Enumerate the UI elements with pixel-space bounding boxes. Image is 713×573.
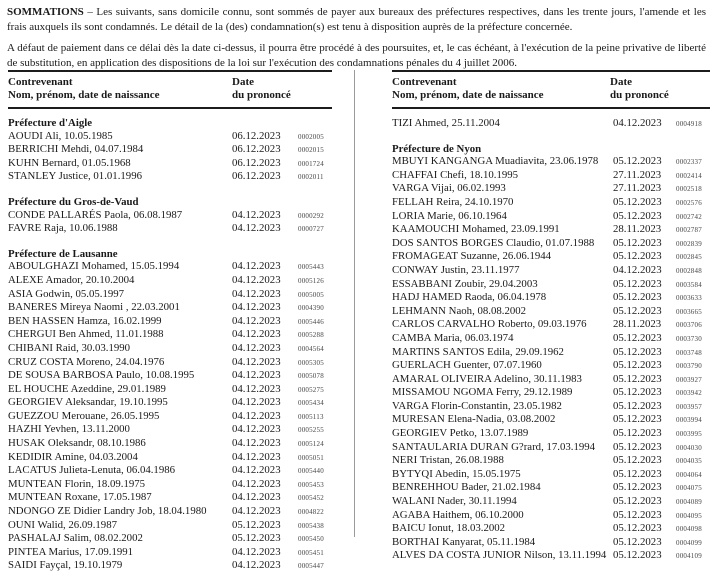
pronouncement-date: 04.12.2023	[613, 117, 662, 129]
table-row	[8, 451, 332, 465]
table-row	[392, 250, 710, 264]
offender-name: AGABA Haithem, 06.10.2000	[392, 508, 524, 521]
sommations-lead-word: SOMMATIONS	[7, 6, 84, 18]
intro-block	[7, 5, 706, 70]
offender-name: CHAFFAI Chefi, 18.10.1995	[392, 168, 519, 181]
offender-name: ASIA Godwin, 05.05.1997	[8, 287, 125, 300]
reference-number: 0004109	[676, 552, 702, 561]
table-row	[392, 155, 710, 169]
table-row	[8, 491, 332, 505]
reference-number: 0002839	[676, 239, 702, 248]
pronouncement-date: 05.12.2023	[613, 331, 662, 344]
reference-number: 0002015	[298, 146, 324, 155]
pronouncement-date: 05.12.2023	[613, 277, 662, 290]
table-row	[392, 332, 710, 346]
reference-number: 0005446	[298, 317, 324, 326]
pronouncement-date: 04.12.2023	[232, 396, 281, 409]
offender-name: GEORGIEV Aleksandar, 19.10.1995	[8, 396, 168, 409]
header-date-line2: du prononcé	[610, 89, 669, 101]
prefecture-section-title: Préfecture du Gros-de-Vaud	[8, 195, 139, 208]
prefecture-section-title: Préfecture d'Aigle	[8, 117, 93, 129]
pronouncement-date: 05.12.2023	[613, 481, 662, 494]
table-row	[392, 373, 710, 387]
table-body-left	[8, 109, 332, 573]
offender-name: BERRICHI Mehdi, 04.07.1984	[8, 143, 144, 156]
reference-number: 0003706	[676, 321, 702, 330]
reference-number: 0005288	[298, 331, 324, 340]
pronouncement-date: 05.12.2023	[613, 386, 662, 399]
pronouncement-date: 04.12.2023	[232, 423, 281, 436]
table-row	[392, 522, 710, 536]
pronouncement-date: 05.12.2023	[613, 195, 662, 208]
pronouncement-date: 05.12.2023	[613, 236, 662, 249]
reference-number: 0003942	[676, 389, 702, 398]
offender-name: GUEZZOU Merouane, 26.05.1995	[8, 409, 160, 422]
reference-number: 0002337	[676, 158, 702, 167]
pronouncement-date: 05.12.2023	[613, 522, 662, 535]
pronouncement-date: 28.11.2023	[613, 318, 662, 331]
table-row	[392, 182, 710, 196]
table-row	[392, 223, 710, 237]
table-row	[392, 346, 710, 360]
offender-name: BEN HASSEN Hamza, 16.02.1999	[8, 314, 162, 327]
table-body-right	[392, 109, 710, 563]
offender-name: CRUZ COSTA Moreno, 24.04.1976	[8, 355, 165, 368]
table-row	[8, 532, 332, 546]
reference-number: 0005113	[298, 412, 324, 421]
reference-number: 0005450	[298, 535, 324, 544]
reference-number: 0004390	[298, 304, 324, 313]
offender-name: SAIDI Fayçal, 19.10.1979	[8, 559, 123, 572]
table-row	[8, 478, 332, 492]
reference-number: 0005124	[298, 440, 324, 449]
table-row	[8, 288, 332, 302]
reference-number: 0003730	[676, 334, 702, 343]
offender-name: MARTINS SANTOS Edila, 29.09.1962	[392, 345, 564, 358]
offender-name: SANTAULARIA DURAN G?rard, 17.03.1994	[392, 440, 596, 453]
pronouncement-date: 05.12.2023	[613, 155, 662, 168]
left-column	[8, 70, 332, 573]
offender-name: PINTEA Marius, 17.09.1991	[8, 545, 134, 558]
pronouncement-date: 04.12.2023	[232, 273, 281, 286]
pronouncement-date: 06.12.2023	[232, 170, 281, 183]
pronouncement-date: 28.11.2023	[613, 223, 662, 236]
reference-number: 0005305	[298, 358, 324, 367]
table-row	[392, 536, 710, 550]
table-row	[392, 359, 710, 373]
pronouncement-date: 05.12.2023	[613, 399, 662, 412]
table-row	[8, 505, 332, 519]
table-row	[392, 400, 710, 414]
intro-paragraph-2: A défaut de paiement dans ce délai dès la date ci-dessus, il pourra être procédé à des poursuites, et, le cas échéant, à l'exécution de la peine privative de liberté de substitution, en application des dispositions de la loi sur l'exécution des condamnations pénales du 4 juillet 2006.	[7, 42, 706, 69]
reference-number: 0004099	[676, 538, 702, 547]
offender-name: HUSAK Oleksandr, 08.10.1986	[8, 437, 146, 450]
table-row	[392, 305, 710, 319]
header-date-line1: Date	[232, 76, 254, 88]
table-row	[392, 264, 710, 278]
reference-number: 0004030	[676, 443, 702, 452]
table-row	[392, 237, 710, 251]
table-row	[8, 143, 332, 157]
reference-number: 0002011	[298, 173, 324, 182]
pronouncement-date: 27.11.2023	[613, 168, 662, 181]
offender-name: KEDIDIR Amine, 04.03.2004	[8, 450, 138, 463]
reference-number: 0003994	[676, 416, 702, 425]
pronouncement-date: 04.12.2023	[232, 559, 281, 572]
table-row	[8, 157, 332, 171]
table-row	[8, 356, 332, 370]
table-row	[8, 369, 332, 383]
pronouncement-date: 04.12.2023	[613, 263, 662, 276]
pronouncement-date: 06.12.2023	[232, 156, 281, 169]
offender-name: AMARAL OLIVEIRA Adelino, 30.11.1983	[392, 372, 582, 385]
table-row	[8, 222, 332, 236]
pronouncement-date: 04.12.2023	[232, 545, 281, 558]
reference-number: 0005051	[298, 453, 324, 462]
offender-name: BAICU Ionut, 18.03.2002	[392, 522, 506, 535]
offender-name: STANLEY Justice, 01.01.1996	[8, 170, 142, 183]
table-row	[8, 130, 332, 144]
prefecture-section-title: Préfecture de Nyon	[392, 142, 482, 155]
pronouncement-date: 05.12.2023	[613, 250, 662, 263]
pronouncement-date: 05.12.2023	[613, 209, 662, 222]
offender-name: VARGA Vijai, 06.02.1993	[392, 182, 506, 195]
offender-name: FELLAH Reira, 24.10.1970	[392, 195, 514, 208]
offender-name: DE SOUSA BARBOSA Paulo, 10.08.1995	[8, 369, 195, 382]
offender-name: NERI Tristan, 26.08.1988	[392, 454, 504, 467]
table-row	[8, 209, 332, 223]
right-column	[392, 70, 710, 563]
offender-name: TIZI Ahmed, 25.11.2004	[392, 117, 500, 129]
offender-name: BYTYQI Abedin, 15.05.1975	[392, 467, 521, 480]
pronouncement-date: 04.12.2023	[232, 437, 281, 450]
table-row	[392, 210, 710, 224]
pronouncement-date: 27.11.2023	[613, 182, 662, 195]
reference-number: 0001724	[298, 159, 324, 168]
reference-number: 0002848	[676, 266, 702, 275]
offender-name: OUNI Walid, 26.09.1987	[8, 518, 117, 531]
reference-number: 0004089	[676, 498, 702, 507]
reference-number: 0002518	[676, 185, 702, 194]
table-row	[8, 410, 332, 424]
pronouncement-date: 05.12.2023	[613, 549, 662, 562]
table-row	[8, 342, 332, 356]
reference-number: 0003748	[676, 348, 702, 357]
offender-name: CONWAY Justin, 23.11.1977	[392, 263, 520, 276]
offender-name: FAVRE Raja, 10.06.1988	[8, 222, 118, 235]
reference-number: 0004098	[676, 525, 702, 534]
reference-number: 0005452	[298, 494, 324, 503]
table-row	[392, 454, 710, 468]
column-divider	[354, 70, 355, 537]
pronouncement-date: 04.12.2023	[232, 464, 281, 477]
reference-number: 0005443	[298, 263, 324, 272]
offender-name: LACATUS Julieta-Lenuta, 06.04.1986	[8, 464, 176, 477]
offender-name: BORTHAI Kanyarat, 05.11.1984	[392, 535, 536, 548]
offender-name: HADJ HAMED Raoda, 06.04.1978	[392, 291, 547, 304]
intro-paragraph-1	[7, 5, 706, 34]
table-row	[392, 291, 710, 305]
pronouncement-date: 05.12.2023	[613, 345, 662, 358]
pronouncement-date: 04.12.2023	[232, 491, 281, 504]
intro-paragraph-1-text: – Les suivants, sans domicile connu, sont sommés de payer aux bureaux des préfectures respectives, dans les trente jours, l'amende et les frais auxquels ils sont condamnés. Le détail de la (des) condamnation(s) est tenu à disposition auprès de la préfecture concernée.	[7, 6, 706, 33]
offender-name: CAMBA Maria, 06.03.1974	[392, 331, 514, 344]
table-row	[392, 509, 710, 523]
table-row	[392, 117, 710, 131]
offender-name: MURESAN Elena-Nadia, 03.08.2002	[392, 413, 556, 426]
offender-name: AOUDI Ali, 10.05.1985	[8, 129, 113, 142]
header-date-line2: du prononcé	[232, 89, 291, 101]
reference-number: 0004095	[676, 511, 702, 520]
header-contrevenant-line1: Contrevenant	[8, 76, 73, 88]
table-row	[392, 196, 710, 210]
pronouncement-date: 04.12.2023	[232, 355, 281, 368]
offender-name: DOS SANTOS BORGES Claudio, 01.07.1988	[392, 236, 595, 249]
reference-number: 0004822	[298, 508, 324, 517]
reference-number: 0005440	[298, 467, 324, 476]
reference-number: 0005447	[298, 562, 324, 571]
table-row	[392, 278, 710, 292]
offender-name: BANERES Mireya Naomi , 22.03.2001	[8, 301, 180, 314]
reference-number: 0000292	[298, 211, 324, 220]
offender-name: ESSABBANI Zoubir, 29.04.2003	[392, 277, 538, 290]
pronouncement-date: 05.12.2023	[613, 535, 662, 548]
reference-number: 0005434	[298, 399, 324, 408]
pronouncement-date: 04.12.2023	[232, 369, 281, 382]
table-row	[8, 423, 332, 437]
table-row	[8, 301, 332, 315]
reference-number: 0005438	[298, 521, 324, 530]
offender-name: KUHN Bernard, 01.05.1968	[8, 156, 131, 169]
reference-number: 0003995	[676, 430, 702, 439]
pronouncement-date: 04.12.2023	[232, 301, 281, 314]
pronouncement-date: 05.12.2023	[232, 518, 281, 531]
table-row	[8, 274, 332, 288]
reference-number: 0005078	[298, 372, 324, 381]
prefecture-section-title: Préfecture de Lausanne	[8, 247, 118, 260]
reference-number: 0002742	[676, 212, 702, 221]
pronouncement-date: 05.12.2023	[613, 467, 662, 480]
table-row	[392, 386, 710, 400]
pronouncement-date: 06.12.2023	[232, 129, 281, 142]
table-row	[392, 427, 710, 441]
pronouncement-date: 05.12.2023	[613, 413, 662, 426]
table-row	[392, 441, 710, 455]
reference-number: 0005275	[298, 385, 324, 394]
offender-name: CARLOS CARVALHO Roberto, 09.03.1976	[392, 318, 587, 331]
reference-number: 0004064	[676, 470, 702, 479]
pronouncement-date: 04.12.2023	[232, 260, 281, 273]
table-row	[392, 549, 710, 563]
offender-name: LEHMANN Naoh, 08.08.2002	[392, 304, 527, 317]
offender-name: KAAMOUCHI Mohamed, 23.09.1991	[392, 223, 560, 236]
offender-name: CHERGUI Ben Ahmed, 11.01.1988	[8, 328, 164, 341]
reference-number: 0003633	[676, 294, 702, 303]
reference-number: 0005451	[298, 548, 324, 557]
header-contrevenant-line2: Nom, prénom, date de naissance	[392, 89, 544, 101]
pronouncement-date: 05.12.2023	[613, 427, 662, 440]
reference-number: 0005255	[298, 426, 324, 435]
pronouncement-date: 05.12.2023	[613, 359, 662, 372]
table-header-right	[392, 70, 710, 109]
reference-number: 0003584	[676, 280, 702, 289]
table-row	[8, 383, 332, 397]
header-date	[232, 76, 332, 102]
table-row	[8, 328, 332, 342]
pronouncement-date: 04.12.2023	[232, 314, 281, 327]
pronouncement-date: 05.12.2023	[613, 508, 662, 521]
table-row	[392, 413, 710, 427]
reference-number: 0004035	[676, 457, 702, 466]
pronouncement-date: 05.12.2023	[613, 372, 662, 385]
pronouncement-date: 04.12.2023	[232, 222, 281, 235]
offender-name: MUNTEAN Florin, 18.09.1975	[8, 477, 146, 490]
reference-number: 0003927	[676, 375, 702, 384]
pronouncement-date: 04.12.2023	[232, 409, 281, 422]
reference-number: 0002845	[676, 253, 702, 262]
header-contrevenant	[392, 76, 610, 102]
reference-number: 0002005	[298, 132, 324, 141]
offender-name: GEORGIEV Petko, 13.07.1989	[392, 427, 529, 440]
table-row	[8, 170, 332, 184]
header-date-line1: Date	[610, 76, 632, 88]
pronouncement-date: 04.12.2023	[232, 328, 281, 341]
pronouncement-date: 04.12.2023	[232, 287, 281, 300]
header-contrevenant-line2: Nom, prénom, date de naissance	[8, 89, 160, 101]
reference-number: 0005453	[298, 480, 324, 489]
reference-number: 0003957	[676, 402, 702, 411]
offender-name: PASHALAJ Salim, 08.02.2002	[8, 532, 143, 545]
pronouncement-date: 04.12.2023	[232, 341, 281, 354]
table-row	[392, 169, 710, 183]
pronouncement-date: 05.12.2023	[232, 532, 281, 545]
offender-name: ABOULGHAZI Mohamed, 15.05.1994	[8, 260, 180, 273]
reference-number: 0002414	[676, 171, 702, 180]
offender-name: GUERLACH Guenter, 07.07.1960	[392, 359, 542, 372]
offender-name: NDONGO ZE Didier Landry Job, 18.04.1980	[8, 505, 207, 518]
pronouncement-date: 05.12.2023	[613, 454, 662, 467]
table-row	[8, 315, 332, 329]
pronouncement-date: 04.12.2023	[232, 208, 281, 221]
pronouncement-date: 04.12.2023	[232, 477, 281, 490]
reference-number: 0000727	[298, 225, 324, 234]
table-row	[392, 481, 710, 495]
table-row	[392, 495, 710, 509]
table-row	[8, 519, 332, 533]
table-row	[8, 546, 332, 560]
pronouncement-date: 05.12.2023	[613, 495, 662, 508]
reference-number: 0004564	[298, 344, 324, 353]
offender-name: WALANI Nader, 30.11.1994	[392, 495, 517, 508]
reference-number: 0002787	[676, 226, 702, 235]
pronouncement-date: 06.12.2023	[232, 143, 281, 156]
offender-name: VARGA Florin-Constantin, 23.05.1982	[392, 399, 562, 412]
table-header-left	[8, 70, 332, 109]
header-contrevenant-line1: Contrevenant	[392, 76, 457, 88]
offender-name: MUNTEAN Roxane, 17.05.1987	[8, 491, 152, 504]
offender-name: ALVES DA COSTA JUNIOR Nilson, 13.11.1994	[392, 549, 607, 562]
reference-number: 0004075	[676, 484, 702, 493]
table-row	[8, 437, 332, 451]
pronouncement-date: 05.12.2023	[613, 291, 662, 304]
reference-number: 0002576	[676, 198, 702, 207]
offender-name: FROMAGEAT Suzanne, 26.06.1944	[392, 250, 552, 263]
offender-name: MISSAMOU NGOMA Ferry, 29.12.1989	[392, 386, 573, 399]
offender-name: ALEXE Amador, 20.10.2004	[8, 273, 135, 286]
table-row	[8, 559, 332, 573]
pronouncement-date: 05.12.2023	[613, 304, 662, 317]
reference-number: 0003665	[676, 307, 702, 316]
table-row	[392, 468, 710, 482]
pronouncement-date: 04.12.2023	[232, 505, 281, 518]
offender-name: LORIA Marie, 06.10.1964	[392, 209, 507, 222]
header-date	[610, 76, 710, 102]
table-row	[8, 260, 332, 274]
pronouncement-date: 04.12.2023	[232, 382, 281, 395]
reference-number: 0003790	[676, 362, 702, 371]
offender-name: BENREHHOU Bader, 21.02.1984	[392, 481, 541, 494]
table-row	[8, 464, 332, 478]
table-row	[8, 396, 332, 410]
offender-name: CHIBANI Raid, 30.03.1990	[8, 341, 131, 354]
table-row	[392, 318, 710, 332]
header-contrevenant	[8, 76, 232, 102]
offender-name: HAZHI Yevhen, 13.11.2000	[8, 423, 130, 436]
offender-name: EL HOUCHE Azeddine, 29.01.1989	[8, 382, 166, 395]
offender-name: MBUYI KANGANGA Muadiavita, 23.06.1978	[392, 155, 599, 168]
offender-name: CONDE PALLARÉS Paola, 06.08.1987	[8, 208, 183, 221]
pronouncement-date: 05.12.2023	[613, 440, 662, 453]
pronouncement-date: 04.12.2023	[232, 450, 281, 463]
reference-number: 0005005	[298, 290, 324, 299]
reference-number: 0004918	[676, 120, 702, 128]
reference-number: 0005126	[298, 276, 324, 285]
